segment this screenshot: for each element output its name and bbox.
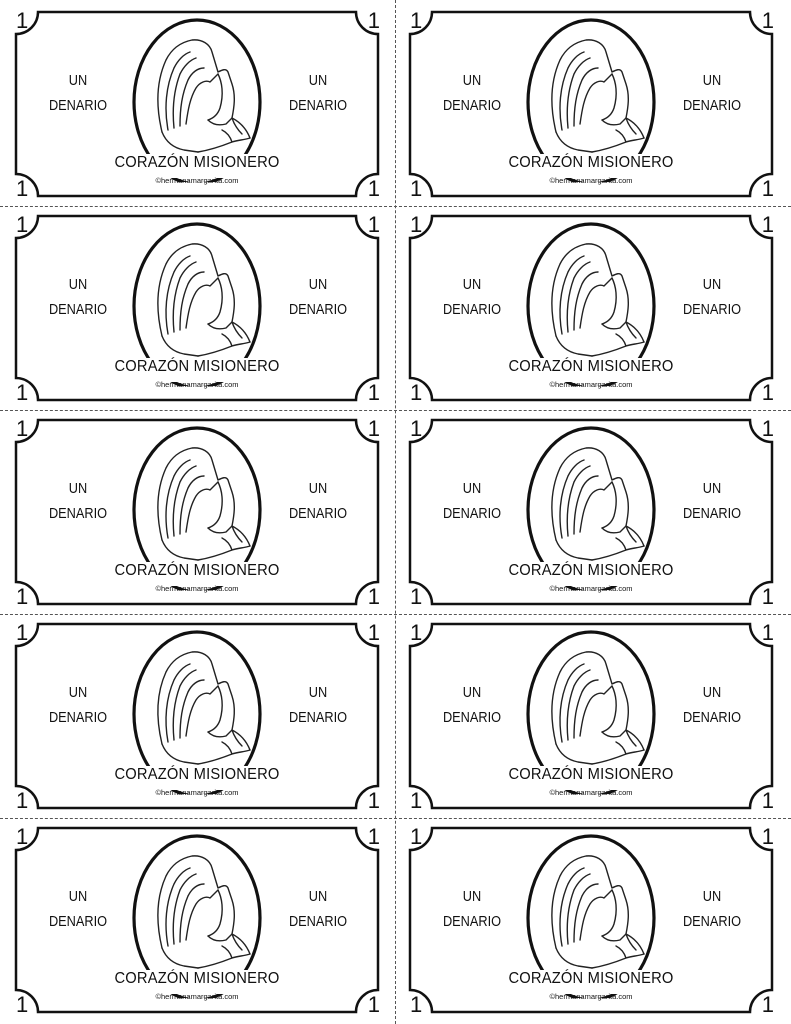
- corner-value-bottom-left: 1: [16, 584, 29, 609]
- right-denomination-line-2: DENARIO: [682, 709, 742, 726]
- corner-value-bottom-left: 1: [16, 788, 29, 813]
- denario-bill: [408, 416, 774, 608]
- denario-bill: [14, 8, 380, 200]
- denario-bill: [408, 620, 774, 812]
- right-denomination: [284, 476, 352, 526]
- corner-value-bottom-left: 1: [16, 992, 29, 1017]
- bill-title: CORAZÓN MISIONERO: [114, 562, 280, 579]
- left-denomination-line-1: UN: [68, 276, 88, 293]
- credit-text: ©hermanamargarita.com: [549, 380, 633, 389]
- corner-value-top-right: 1: [367, 620, 380, 645]
- corner-value-bottom-left: 1: [16, 380, 29, 405]
- right-denomination-line-2: DENARIO: [288, 913, 348, 930]
- right-denomination-line-1: UN: [702, 480, 722, 497]
- corner-value-top-right: 1: [761, 416, 774, 441]
- right-denomination: [284, 68, 352, 118]
- horizontal-cut-line: [0, 206, 791, 207]
- corner-value-top-left: 1: [410, 212, 423, 237]
- right-denomination-line-1: UN: [308, 72, 328, 89]
- right-denomination-line-1: UN: [308, 276, 328, 293]
- left-denomination: [44, 884, 112, 934]
- left-denomination-line-1: UN: [462, 888, 482, 905]
- left-denomination-line-2: DENARIO: [442, 97, 502, 114]
- left-denomination-line-2: DENARIO: [48, 301, 108, 318]
- corner-value-top-right: 1: [367, 8, 380, 33]
- left-denomination-line-1: UN: [68, 480, 88, 497]
- corner-value-bottom-right: 1: [367, 176, 380, 201]
- right-denomination-line-2: DENARIO: [288, 97, 348, 114]
- right-denomination: [284, 272, 352, 322]
- bill-title: CORAZÓN MISIONERO: [114, 358, 280, 375]
- credit-text: ©hermanamargarita.com: [155, 380, 239, 389]
- corner-value-top-left: 1: [410, 8, 423, 33]
- left-denomination-line-1: UN: [68, 684, 88, 701]
- bill-title: CORAZÓN MISIONERO: [508, 358, 674, 375]
- right-denomination: [284, 884, 352, 934]
- left-denomination-line-2: DENARIO: [442, 505, 502, 522]
- bill-title: CORAZÓN MISIONERO: [508, 562, 674, 579]
- corner-value-top-left: 1: [410, 824, 423, 849]
- right-denomination-line-2: DENARIO: [288, 709, 348, 726]
- corner-value-top-left: 1: [16, 620, 29, 645]
- credit-text: ©hermanamargarita.com: [155, 992, 239, 1001]
- corner-value-top-right: 1: [761, 212, 774, 237]
- corner-value-bottom-left: 1: [410, 992, 423, 1017]
- horizontal-cut-line: [0, 614, 791, 615]
- left-denomination-line-1: UN: [462, 276, 482, 293]
- right-denomination-line-1: UN: [308, 888, 328, 905]
- left-denomination: [44, 68, 112, 118]
- left-denomination-line-2: DENARIO: [48, 505, 108, 522]
- left-denomination: [44, 680, 112, 730]
- denario-bill: [408, 8, 774, 200]
- right-denomination-line-2: DENARIO: [682, 301, 742, 318]
- vertical-cut-line: [395, 0, 396, 1024]
- left-denomination-line-1: UN: [68, 72, 88, 89]
- bill-title: CORAZÓN MISIONERO: [114, 766, 280, 783]
- left-denomination: [438, 476, 506, 526]
- denario-bill: [14, 212, 380, 404]
- right-denomination-line-1: UN: [308, 480, 328, 497]
- corner-value-bottom-right: 1: [761, 176, 774, 201]
- corner-value-top-left: 1: [410, 416, 423, 441]
- left-denomination-line-2: DENARIO: [48, 709, 108, 726]
- corner-value-top-left: 1: [410, 620, 423, 645]
- right-denomination-line-1: UN: [702, 276, 722, 293]
- corner-value-top-left: 1: [16, 416, 29, 441]
- right-denomination-line-2: DENARIO: [288, 505, 348, 522]
- denario-bill: [14, 620, 380, 812]
- credit-text: ©hermanamargarita.com: [549, 788, 633, 797]
- corner-value-bottom-left: 1: [410, 788, 423, 813]
- credit-text: ©hermanamargarita.com: [549, 584, 633, 593]
- left-denomination-line-1: UN: [462, 72, 482, 89]
- corner-value-top-left: 1: [16, 212, 29, 237]
- right-denomination-line-2: DENARIO: [682, 913, 742, 930]
- corner-value-bottom-right: 1: [367, 992, 380, 1017]
- denario-bill: [408, 212, 774, 404]
- credit-text: ©hermanamargarita.com: [549, 176, 633, 185]
- corner-value-bottom-right: 1: [367, 584, 380, 609]
- corner-value-top-right: 1: [761, 824, 774, 849]
- left-denomination: [44, 476, 112, 526]
- left-denomination: [438, 272, 506, 322]
- left-denomination-line-2: DENARIO: [48, 97, 108, 114]
- left-denomination-line-2: DENARIO: [442, 301, 502, 318]
- right-denomination-line-2: DENARIO: [682, 505, 742, 522]
- horizontal-cut-line: [0, 410, 791, 411]
- left-denomination-line-2: DENARIO: [48, 913, 108, 930]
- corner-value-top-right: 1: [761, 8, 774, 33]
- right-denomination: [284, 680, 352, 730]
- corner-value-top-right: 1: [367, 416, 380, 441]
- bill-title: CORAZÓN MISIONERO: [114, 154, 280, 171]
- bill-title: CORAZÓN MISIONERO: [114, 970, 280, 987]
- corner-value-bottom-left: 1: [410, 176, 423, 201]
- denario-bill: [408, 824, 774, 1016]
- corner-value-bottom-right: 1: [367, 380, 380, 405]
- denario-bill: [14, 416, 380, 608]
- corner-value-bottom-right: 1: [761, 380, 774, 405]
- horizontal-cut-line: [0, 818, 791, 819]
- right-denomination-line-1: UN: [702, 72, 722, 89]
- corner-value-bottom-right: 1: [761, 788, 774, 813]
- corner-value-bottom-right: 1: [761, 584, 774, 609]
- right-denomination-line-1: UN: [702, 684, 722, 701]
- corner-value-top-right: 1: [367, 212, 380, 237]
- corner-value-bottom-left: 1: [410, 380, 423, 405]
- left-denomination: [438, 680, 506, 730]
- corner-value-bottom-left: 1: [16, 176, 29, 201]
- credit-text: ©hermanamargarita.com: [549, 992, 633, 1001]
- left-denomination-line-2: DENARIO: [442, 913, 502, 930]
- credit-text: ©hermanamargarita.com: [155, 788, 239, 797]
- bill-title: CORAZÓN MISIONERO: [508, 970, 674, 987]
- left-denomination-line-2: DENARIO: [442, 709, 502, 726]
- left-denomination-line-1: UN: [68, 888, 88, 905]
- right-denomination: [678, 272, 746, 322]
- right-denomination: [678, 680, 746, 730]
- bill-title: CORAZÓN MISIONERO: [508, 154, 674, 171]
- left-denomination: [438, 884, 506, 934]
- bill-title: CORAZÓN MISIONERO: [508, 766, 674, 783]
- corner-value-bottom-right: 1: [367, 788, 380, 813]
- right-denomination-line-2: DENARIO: [682, 97, 742, 114]
- right-denomination-line-2: DENARIO: [288, 301, 348, 318]
- right-denomination: [678, 476, 746, 526]
- corner-value-top-right: 1: [761, 620, 774, 645]
- right-denomination-line-1: UN: [308, 684, 328, 701]
- right-denomination-line-1: UN: [702, 888, 722, 905]
- corner-value-bottom-right: 1: [761, 992, 774, 1017]
- denario-bill: [14, 824, 380, 1016]
- credit-text: ©hermanamargarita.com: [155, 584, 239, 593]
- right-denomination: [678, 884, 746, 934]
- corner-value-bottom-left: 1: [410, 584, 423, 609]
- corner-value-top-left: 1: [16, 824, 29, 849]
- left-denomination-line-1: UN: [462, 684, 482, 701]
- left-denomination: [44, 272, 112, 322]
- credit-text: ©hermanamargarita.com: [155, 176, 239, 185]
- left-denomination-line-1: UN: [462, 480, 482, 497]
- left-denomination: [438, 68, 506, 118]
- right-denomination: [678, 68, 746, 118]
- corner-value-top-right: 1: [367, 824, 380, 849]
- corner-value-top-left: 1: [16, 8, 29, 33]
